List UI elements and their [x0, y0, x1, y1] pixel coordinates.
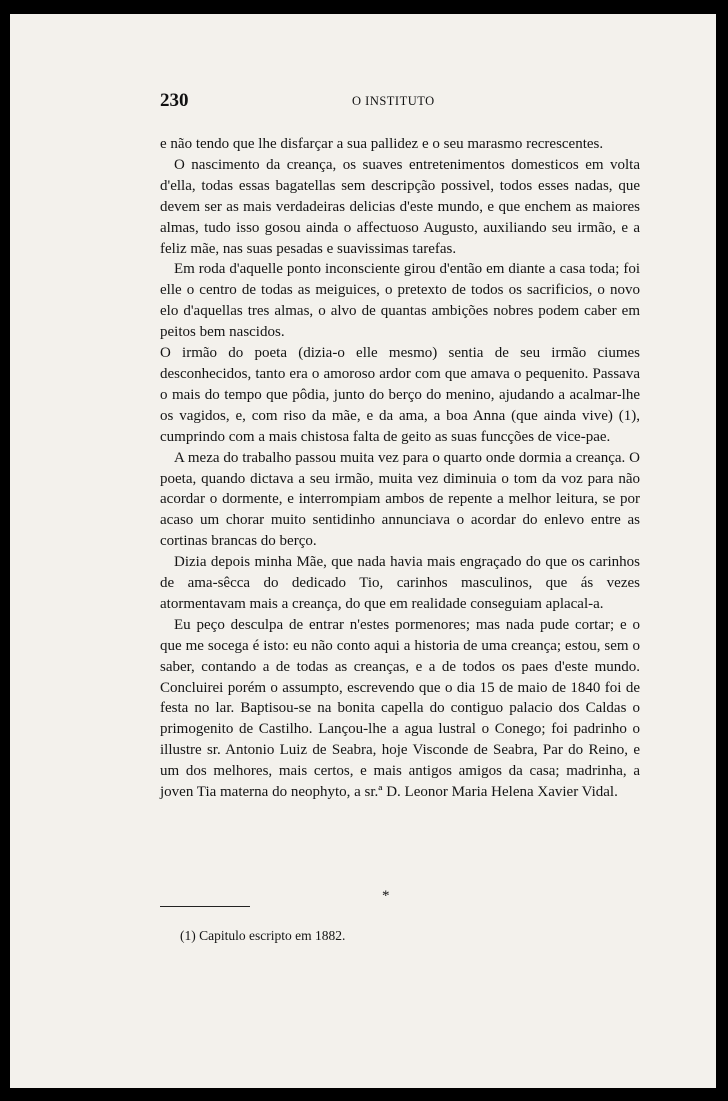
running-head: O INSTITUTO	[352, 94, 435, 108]
paragraph-continuation: e não tendo que lhe disfarçar a sua pallidez e o seu marasmo recrescentes.	[160, 136, 604, 152]
paragraph: Em roda d'aquelle ponto inconsciente girou d'então em diante a casa toda; foi elle o centro de todas as meiguices, o pretexto de todos os sacrificios, o novo elo d'aquellas tres almas, o alvo de quantas ambições nobres podem caber em peitos bem nascidos.	[160, 261, 640, 341]
section-divider: *	[382, 888, 390, 904]
paragraph: A meza do trabalho passou muita vez para o quarto onde dormia a creança. O poeta, quando dictava a seu irmão, muita vez diminuia o tom da voz para não acordar o dormente, e interrompiam ambos de repente a melhor leitura, se por acaso um chorar muito sentidinho annunciava o acordar do enlevo entre as cortinas brancas do berço.	[160, 449, 640, 550]
page-number: 230	[160, 90, 189, 111]
paragraph: O irmão do poeta (dizia-o elle mesmo) sentia de seu irmão ciumes desconhecidos, tanto era o amoroso ardor com que amava o pequenito. Passava o mais do tempo que pôdia, junto do berço do menino, ajudando a acalmar-lhe os vagidos, e, com riso da mãe, e da ama, a boa Anna (que ainda vive) (1), cumprindo com a mais chistosa falta de geito as suas funcções de vice-pae.	[160, 345, 640, 445]
paragraph: O nascimento da creança, os suaves entretenimentos domesticos em volta d'ella, todas essas bagatellas sem descripção possivel, todos esses nadas, que devem ser as mais verdadeiras delicias d'este mundo, e que enchem as maiores almas, tudo isso gosou ainda o affectuoso Augusto, auxiliando seu irmão, e a feliz mãe, nas suas pesadas e suavissimas tarefas.	[160, 156, 640, 257]
footnote-rule	[160, 906, 250, 907]
book-page	[10, 14, 716, 1088]
page-header	[160, 90, 640, 112]
footnote: (1) Capitulo escripto em 1882.	[180, 928, 346, 943]
paragraph: Dizia depois minha Mãe, que nada havia mais engraçado do que os carinhos de ama-sêcca do dedicado Tio, carinhos masculinos, que ás vezes atormentavam mais a creança, do que em realidade conseguiam aplacal-a.	[160, 554, 640, 612]
paragraph: Eu peço desculpa de entrar n'estes pormenores; mas nada pude cortar; e o que me socega é isto: eu não conto aqui a historia de uma creança; estou, sem o saber, contando a de todas as creanças, e a de todos os paes d'este mundo. Concluirei porém o assumpto, escrevendo que o dia 15 de maio de 1840 foi de festa no lar. Baptisou-se na bonita capella do contiguo palacio dos Caldas o primogenito de Castilho. Lançou-lhe a agua lustral o Conego; foi padrinho o illustre sr. Antonio Luiz de Seabra, hoje Visconde de Seabra, Par do Reino, e um dos melhores, mais certos, e mais antigos amigos da casa; madrinha, a joven Tia materna do neophyto, a sr.ª D. Leonor Maria Helena Xavier Vidal.	[160, 616, 640, 801]
body-text	[160, 134, 640, 803]
